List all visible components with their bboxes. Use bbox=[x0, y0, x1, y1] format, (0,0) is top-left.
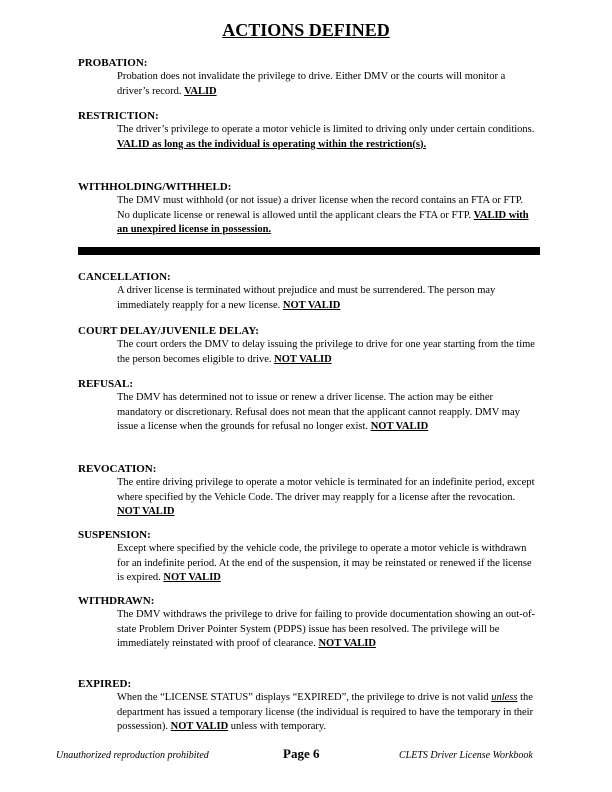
section-heading: PROBATION: bbox=[78, 57, 148, 69]
status-label: NOT VALID bbox=[282, 299, 341, 311]
page-number: Page 6 bbox=[283, 746, 320, 761]
section-body bbox=[117, 338, 538, 367]
section-body bbox=[117, 691, 538, 735]
emphasis-unless: unless bbox=[491, 692, 518, 703]
status-label: NOT VALID bbox=[370, 421, 429, 432]
section-withholding bbox=[78, 180, 538, 238]
section-heading: REFUSAL: bbox=[78, 378, 134, 390]
footer-workbook-title: CLETS Driver License Workbook bbox=[399, 750, 533, 761]
section-heading: COURT DELAY/JUVENILE DELAY: bbox=[78, 325, 259, 337]
page-title-text: ACTIONS DEFINED bbox=[222, 20, 390, 40]
section-body bbox=[117, 70, 538, 99]
section-divider bbox=[78, 247, 540, 255]
footer-notice: Unauthorized reproduction prohibited bbox=[56, 750, 209, 761]
section-heading: REVOCATION: bbox=[78, 463, 157, 475]
section-body bbox=[117, 542, 538, 586]
section-heading: WITHHOLDING/WITHHELD: bbox=[78, 181, 232, 193]
status-label: VALID as long as the individual is operating within the restriction(s). bbox=[117, 138, 427, 150]
section-heading: CANCELLATION: bbox=[78, 271, 171, 283]
section-probation bbox=[78, 56, 538, 99]
section-text: The DMV must withhold (or not issue) a driver license when the record contains an FTA or FTP. No duplicate license or renewal is allowed until the applicant clears the FTA or FTP. bbox=[117, 195, 524, 221]
section-text: Except where specified by the vehicle code, the privilege to operate a motor vehicle is withdrawn for an indefinite period. At the end of the suspension, it may be reinstated or renewed if the license is expired. bbox=[117, 543, 532, 583]
status-label: VALID with an unexpired license in possession. bbox=[117, 209, 529, 235]
section-suspension bbox=[78, 528, 538, 586]
page-title bbox=[0, 20, 612, 41]
section-body bbox=[117, 391, 538, 435]
section-revocation bbox=[78, 462, 538, 520]
section-refusal bbox=[78, 377, 538, 435]
section-body bbox=[117, 608, 538, 652]
section-text: A driver license is terminated without prejudice and must be surrendered. The person may immediately reapply for a new license. bbox=[117, 285, 496, 311]
section-text: The DMV has determined not to issue or renew a driver license. The action may be either mandatory or discretionary. Refusal does not mean that the applicant cannot reapply. DMV may issue a license when the grounds for refusal no longer exist. bbox=[117, 392, 520, 432]
section-heading: RESTRICTION: bbox=[78, 110, 159, 122]
section-text: The court orders the DMV to delay issuing the privilege to drive for one year starting from the time the person becomes eligible to drive. bbox=[117, 339, 535, 365]
section-text: Probation does not invalidate the privilege to drive. Either DMV or the courts will monitor a driver’s record. bbox=[117, 71, 506, 97]
section-text: The DMV withdraws the privilege to drive for failing to provide documentation showing an out-of-state Problem Driver Pointer System (PDPS) issue has been resolved. The privilege will be immediately reinstated with proof of clearance. bbox=[117, 609, 535, 649]
section-text: the department has issued a temporary license (the individual is required to have the temporary in their possession). bbox=[117, 692, 534, 732]
section-cancellation bbox=[78, 270, 538, 313]
section-body bbox=[117, 476, 538, 520]
section-text: The driver’s privilege to operate a motor vehicle is limited to driving only under certain conditions. bbox=[117, 124, 535, 135]
section-court-delay bbox=[78, 324, 538, 367]
status-label: NOT VALID bbox=[274, 353, 332, 365]
status-label: VALID bbox=[184, 85, 217, 97]
section-heading: EXPIRED: bbox=[78, 678, 132, 690]
section-body bbox=[117, 123, 538, 152]
section-body bbox=[117, 284, 538, 313]
status-label: NOT VALID bbox=[117, 506, 175, 517]
section-body bbox=[117, 194, 538, 238]
section-restriction bbox=[78, 109, 538, 152]
section-text: When the “LICENSE STATUS” displays “EXPIRED”, the privilege to drive is not valid bbox=[117, 692, 492, 703]
section-heading: SUSPENSION: bbox=[78, 529, 151, 541]
status-label: NOT VALID bbox=[318, 638, 376, 649]
section-heading: WITHDRAWN: bbox=[78, 595, 155, 607]
status-label: NOT VALID bbox=[170, 721, 229, 732]
section-withdrawn bbox=[78, 594, 538, 652]
section-expired bbox=[78, 677, 538, 735]
status-label: NOT VALID bbox=[163, 572, 221, 583]
section-text: The entire driving privilege to operate a motor vehicle is terminated for an indefinite period, except where specified by the Vehicle Code. The driver may reapply for a license after the revocation. bbox=[117, 477, 535, 503]
section-text: unless with temporary. bbox=[228, 721, 327, 732]
